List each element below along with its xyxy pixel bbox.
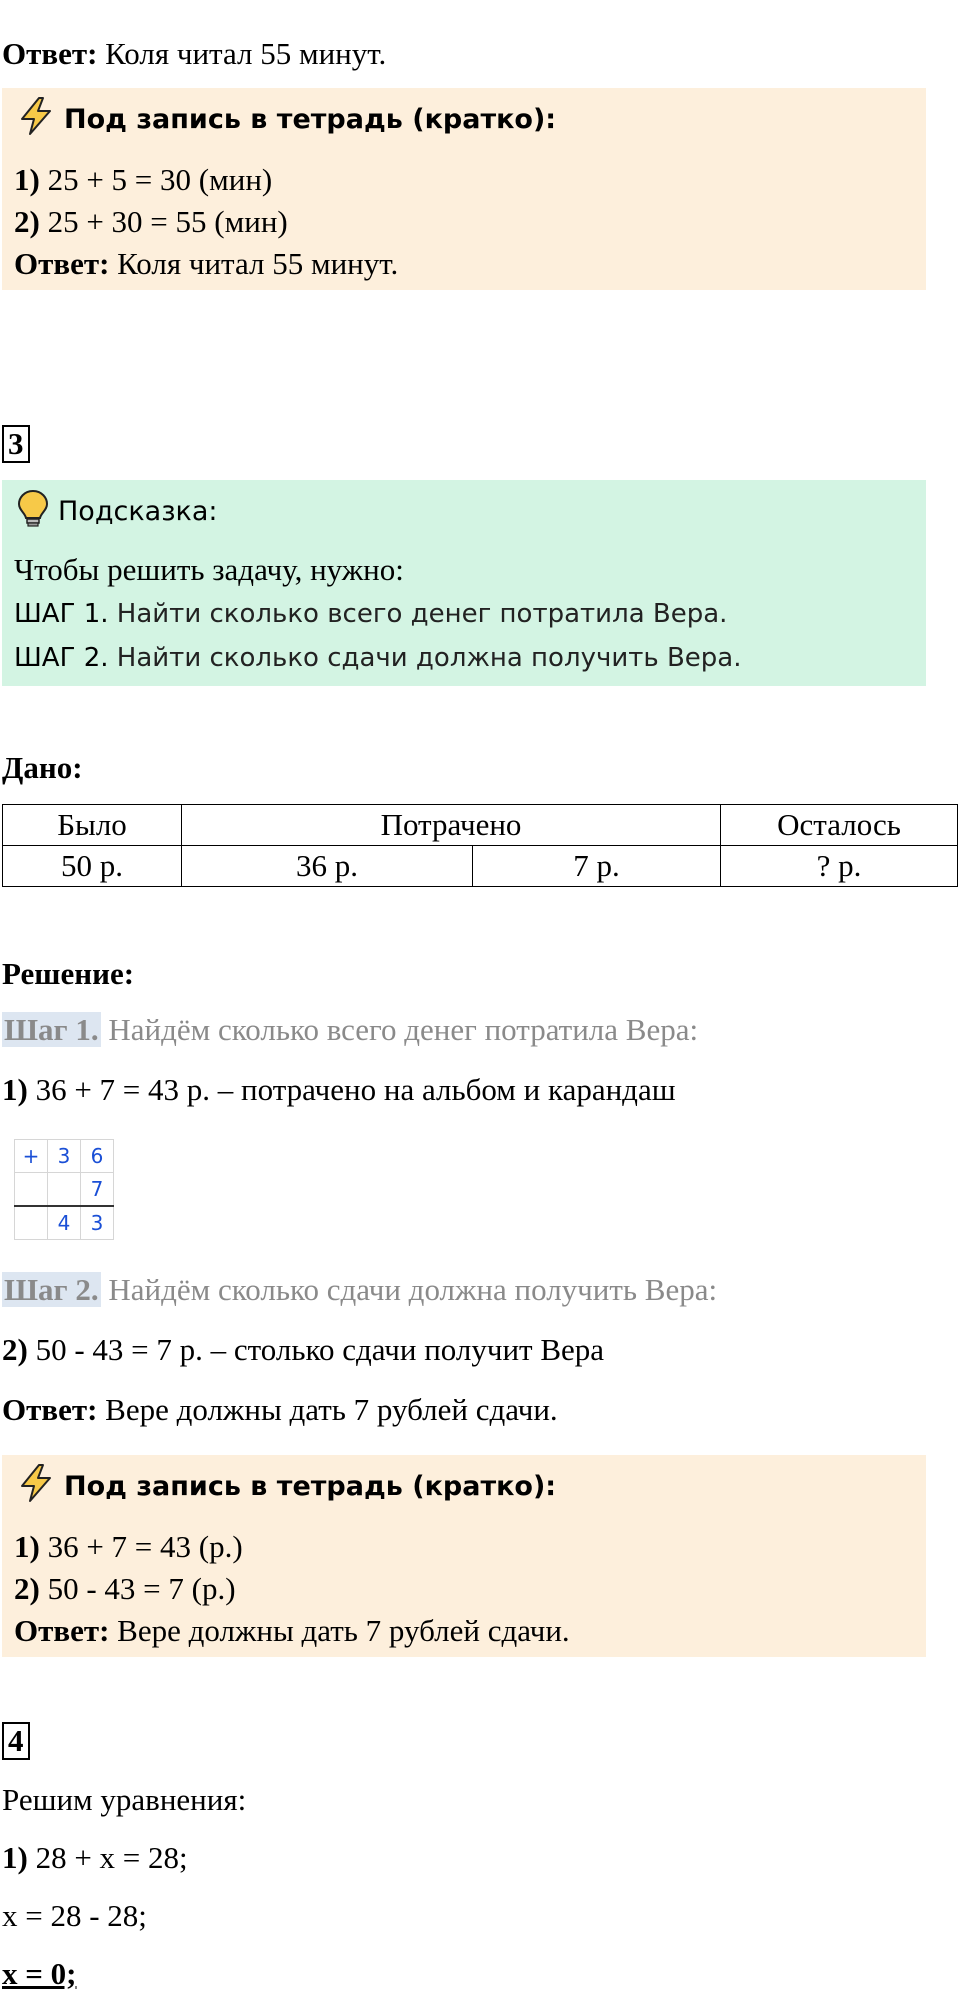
task-4-intro: Решим уравнения:: [2, 1782, 247, 1817]
lightning-icon: [16, 96, 56, 145]
notebook-line-2: 2) 50 - 43 = 7 (р.): [14, 1571, 236, 1606]
task-number-3: 3: [2, 425, 30, 463]
plus-sign: +: [15, 1140, 48, 1173]
notebook-line-1: 1) 25 + 5 = 30 (мин): [14, 162, 273, 197]
calc-digit: 6: [81, 1140, 114, 1173]
answer-text: Коля читал 55 минут.: [97, 36, 387, 71]
table-header-cell: Потрачено: [182, 805, 721, 846]
equation-1-result: x = 0;: [2, 1956, 77, 1991]
table-cell: 7 р.: [473, 846, 721, 887]
notebook-box: [2, 88, 926, 290]
notebook-box: [2, 1455, 926, 1657]
table-header-cell: Осталось: [721, 805, 958, 846]
hint-box: [2, 480, 926, 686]
calc-digit: 7: [81, 1173, 114, 1207]
notebook-box-header: [16, 1463, 556, 1512]
table-cell: ? р.: [721, 846, 958, 887]
step-1-line: [2, 1010, 698, 1050]
notebook-box-header: [16, 96, 556, 145]
solution-label: Решение:: [2, 956, 135, 991]
given-table: [2, 804, 958, 887]
hint-header: [16, 488, 218, 537]
lightbulb-icon: [16, 488, 50, 537]
table-cell: 36 р.: [182, 846, 473, 887]
given-label: Дано:: [2, 750, 83, 785]
calc-digit: 3: [48, 1140, 81, 1173]
equation-1-step: x = 28 - 28;: [2, 1898, 147, 1933]
step-2-line: [2, 1270, 717, 1310]
hint-intro: Чтобы решить задачу, нужно:: [14, 552, 404, 587]
notebook-line-1: 1) 36 + 7 = 43 (р.): [14, 1529, 243, 1564]
calc-digit: 3: [81, 1206, 114, 1240]
solution-line-2: 2) 50 - 43 = 7 р. – столько сдачи получит Вера: [2, 1332, 605, 1367]
calc-digit: [48, 1173, 81, 1207]
step-2-text: Найдём сколько сдачи должна получить Вера:: [100, 1272, 718, 1307]
table-cell: 50 р.: [3, 846, 182, 887]
step-1-tag: Шаг 1.: [4, 1012, 99, 1047]
column-addition: [14, 1139, 114, 1240]
notebook-box-title: Под запись в тетрадь (кратко):: [64, 1471, 557, 1502]
answer-label: Ответ:: [2, 36, 98, 71]
calc-digit: 4: [48, 1206, 81, 1240]
notebook-answer: Ответ: Вере должны дать 7 рублей сдачи.: [14, 1613, 570, 1648]
table-header-row: [3, 805, 958, 846]
calc-sum-row: [15, 1206, 114, 1240]
notebook-box-title: Под запись в тетрадь (кратко):: [64, 104, 557, 135]
table-header-cell: Было: [3, 805, 182, 846]
calc-row: [15, 1173, 114, 1207]
step-1-text: Найдём сколько всего денег потратила Вера:: [100, 1012, 699, 1047]
notebook-line-2: 2) 25 + 30 = 55 (мин): [14, 204, 288, 239]
task-number-4: 4: [2, 1722, 30, 1760]
solution-line-1: 1) 36 + 7 = 43 р. – потрачено на альбом и карандаш: [2, 1072, 676, 1107]
hint-title: Подсказка:: [58, 496, 218, 527]
calc-row: [15, 1140, 114, 1173]
table-row: [3, 846, 958, 887]
equation-1: 1) 28 + x = 28;: [2, 1840, 188, 1875]
step-2-tag: Шаг 2.: [4, 1272, 99, 1307]
hint-step-1: ШАГ 1. Найти сколько всего денег потратила Вера.: [14, 599, 728, 629]
lightning-icon: [16, 1463, 56, 1512]
task-3-answer: Ответ: Вере должны дать 7 рублей сдачи.: [2, 1392, 558, 1427]
notebook-answer: Ответ: Коля читал 55 минут.: [14, 246, 399, 281]
hint-step-2: ШАГ 2. Найти сколько сдачи должна получить Вера.: [14, 643, 742, 673]
previous-answer: [2, 34, 386, 74]
